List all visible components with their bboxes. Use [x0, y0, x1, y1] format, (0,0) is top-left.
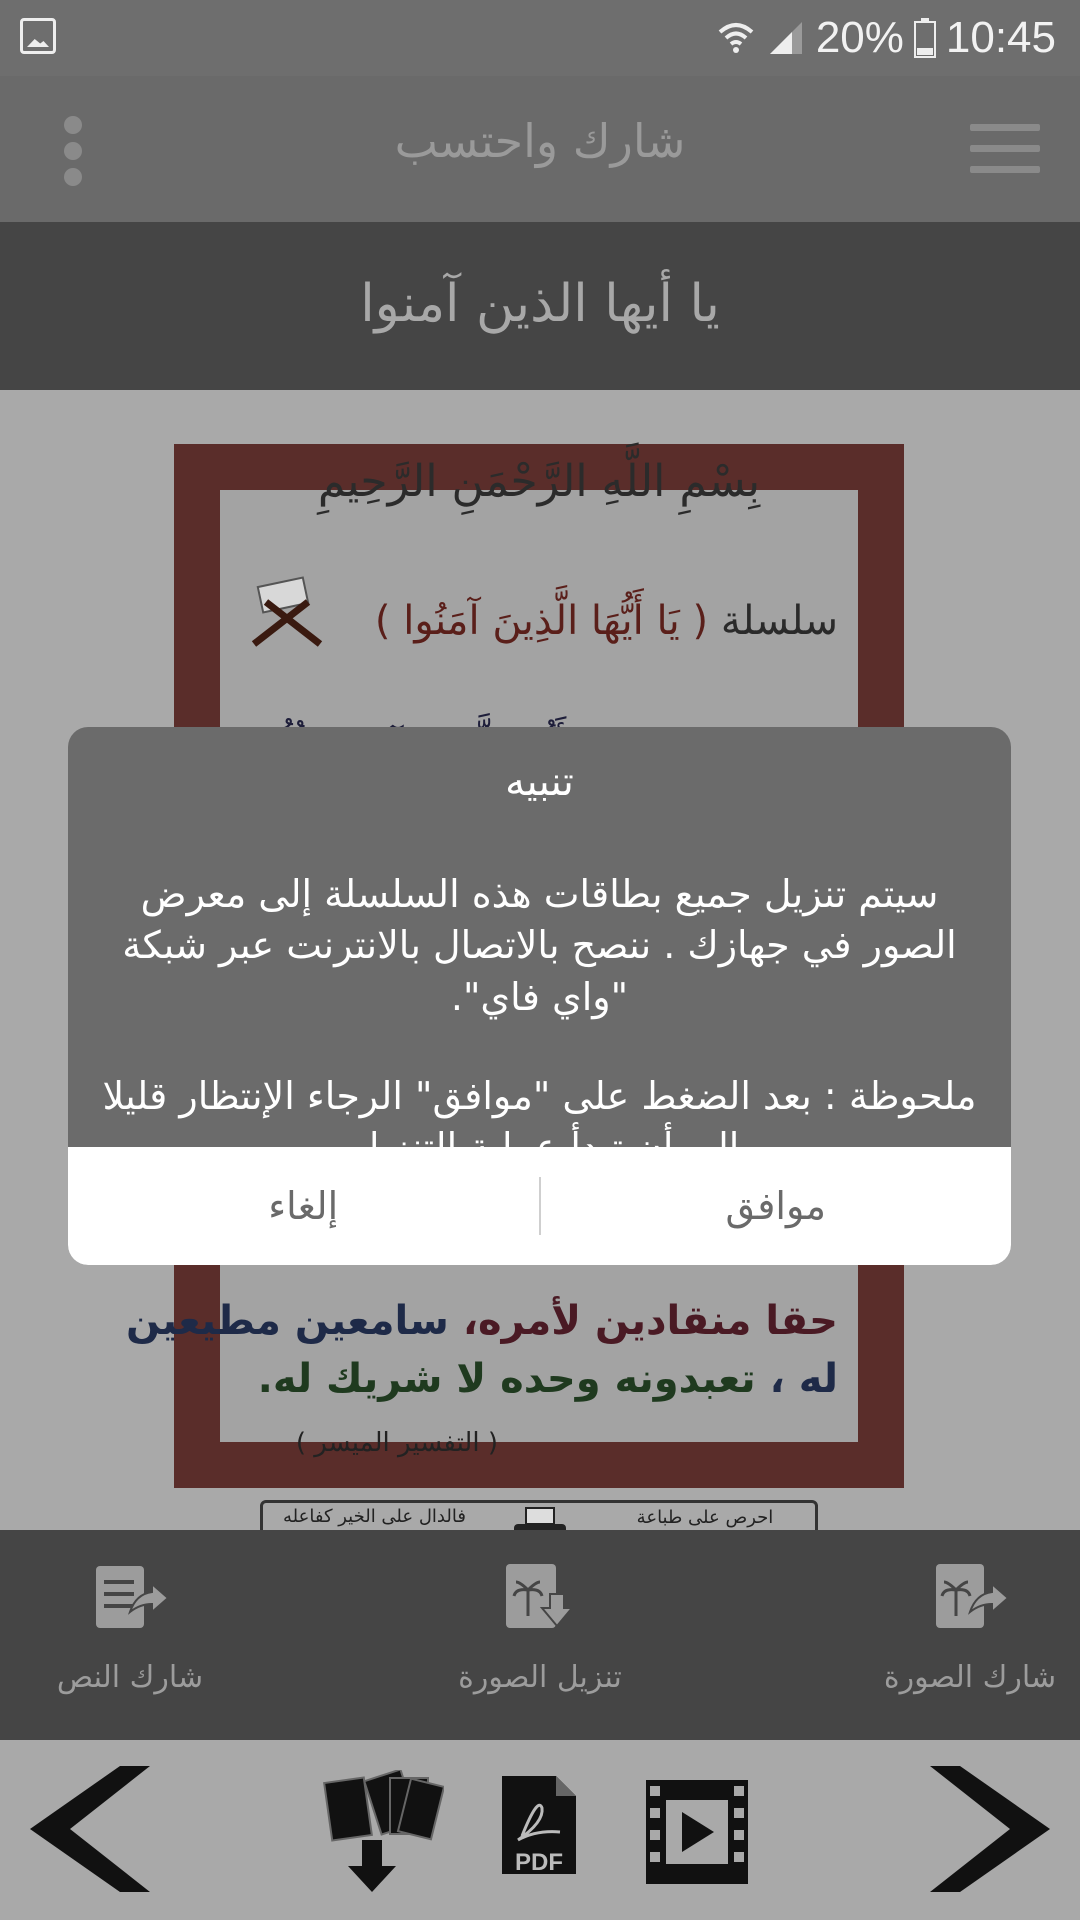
series-title: يا أيها الذين آمنوا	[360, 274, 720, 334]
card-line2-b: تعبدونه وحده لا شريك له.	[257, 1356, 756, 1402]
alert-dialog	[68, 727, 1011, 1265]
download-image-icon	[500, 1560, 580, 1634]
share-image-label: شارك الصورة	[883, 1660, 1057, 1695]
share-image-button[interactable]	[840, 1560, 1080, 1695]
card-series-prefix: سلسلة	[720, 598, 838, 644]
card-series-line	[375, 598, 838, 644]
share-text-button[interactable]	[0, 1560, 260, 1695]
share-image-icon	[930, 1560, 1010, 1634]
video-icon[interactable]	[646, 1780, 748, 1884]
app-bar	[0, 76, 1080, 222]
dialog-title: تنبيه	[505, 759, 574, 805]
pdf-icon[interactable]	[498, 1774, 580, 1878]
battery-percent: 20%	[815, 13, 904, 62]
clock: 10:45	[945, 13, 1056, 62]
card-text-line-2	[258, 1356, 838, 1402]
dialog-buttons	[68, 1147, 1011, 1265]
action-bar	[0, 1530, 1080, 1740]
previous-arrow-icon[interactable]	[30, 1766, 150, 1892]
pdf-icon-label: PDF	[515, 1849, 563, 1876]
card-line2-a: له ،	[769, 1356, 838, 1402]
card-footer-left-caption: فالدال على الخير كفاعله	[283, 1506, 466, 1527]
share-text-label: شارك النص	[56, 1660, 204, 1695]
card-tafsir: ( التفسير الميسر )	[295, 1428, 498, 1458]
cancel-button[interactable]: إلغاء	[268, 1184, 339, 1228]
card-series-name: ( يَا أَيُّهَا الَّذِينَ آمَنُوا )	[374, 598, 709, 644]
card-line1-a: حقا منقادين لأمره،	[462, 1298, 838, 1344]
next-arrow-icon[interactable]	[930, 1766, 1050, 1892]
share-text-icon	[90, 1560, 170, 1634]
bottom-navigation	[0, 1740, 1080, 1920]
gallery-notification-icon	[20, 18, 56, 54]
download-image-label: تنزيل الصورة	[458, 1660, 622, 1695]
ok-button[interactable]: موافق	[725, 1184, 826, 1228]
download-image-button[interactable]	[410, 1560, 670, 1695]
dialog-note-text: ملحوظة : بعد الضغط على "موافق" الرجاء الإنتظار قليلا	[102, 1073, 977, 1118]
download-all-icon[interactable]	[322, 1770, 444, 1896]
series-header	[0, 222, 1080, 390]
app-title: شارك واحتسب	[394, 114, 686, 168]
card-line1-b: سامعين مطيعين	[125, 1298, 449, 1344]
hamburger-menu-icon[interactable]	[970, 124, 1040, 174]
dialog-message-text: سيتم تنزيل جميع بطاقات هذه السلسلة إلى معرض الصور في جهازك . ننصح بالاتصال بالانترنت عبر شبكة "واي فاي".	[122, 872, 957, 1019]
status-bar	[0, 0, 1080, 76]
card-text-line-1	[126, 1298, 838, 1344]
wifi-icon	[716, 18, 756, 58]
card-basmala: بِسْمِ اللَّهِ الرَّحْمَنِ الرَّحِيمِ	[317, 456, 761, 507]
battery-icon	[914, 18, 936, 58]
card-footer-right-caption: احرص على طباعة	[636, 1507, 774, 1528]
quran-stand-icon	[246, 572, 326, 652]
signal-icon	[766, 18, 806, 58]
